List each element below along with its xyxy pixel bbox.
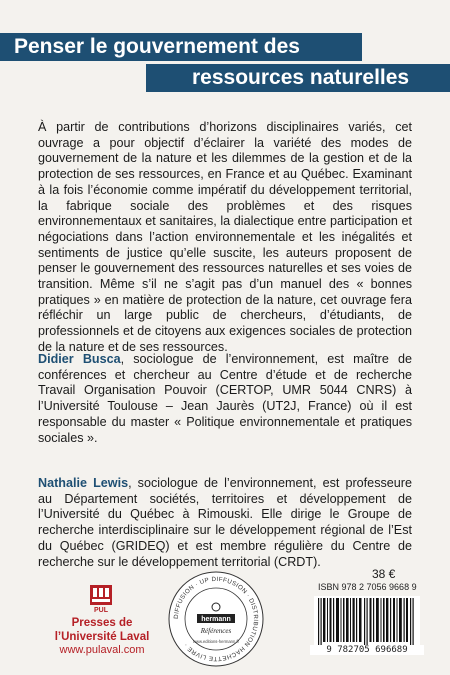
publisher-url[interactable]: www.pulaval.com — [59, 644, 145, 656]
book-title-line-2: ressources naturelles — [146, 64, 450, 92]
isbn: ISBN 978 2 7056 9668 9 — [318, 582, 417, 592]
book-title-line-1: Penser le gouvernement des — [0, 33, 362, 61]
barcode-icon — [314, 596, 420, 646]
author-bio-text-1: , sociologue de l’environnement, est maître de conférences et chercheur au Centre d’étude et de recherche Travail Organisation Pouvoir (CERTOP, UMR 5044 CNRS) à l’Université Toulouse – Jean Jaurès (UT2J, France) où il est responsable du master « Politique environnementale et pratiques sociales ». — [38, 352, 412, 445]
author-name-1: Didier Busca — [38, 352, 121, 366]
publisher-name-line-2: l’Université Laval — [54, 631, 150, 643]
publisher-name-line-1: Presses de — [71, 617, 133, 629]
pul-logo-icon — [90, 585, 112, 613]
barcode-digits: 9 782705 696689 — [310, 645, 424, 655]
seal-brand: hermann — [201, 616, 231, 623]
author-bio-text-2: , sociologue de l’environnement, est professeure au Département sociétés, territoires et développement de l’Université du Québec à Rimouski. Elle dirige le Groupe de recherche interdisciplinaire sur le développement régional de l’Est du Québec (GRIDEQ) et est membre régulière du Centre de recherche sur le développement territorial (CRDT). — [38, 476, 412, 569]
intro-paragraph: À partir de contributions d’horizons disciplinaires variés, cet ouvrage a pour objectif d’éclairer la variété des modes de gouvernement de la nature et les dilemmes de la gestion et de la protection de ses ressources, en France et au Québec. Examinant à la fois l’économie comme impératif du développement territorial, la fabrique sociale des problèmes et des risques environnementaux et sanitaires, la dialectique entre participation et négociations dans l’action environnementale et les inégalités et sentiments de justice qu’elle suscite, les auteurs proposent de penser le gouvernement des ressources naturelles et ses voies de transition. Même s’il ne s’agit pas d’un manuel des « bonnes pratiques » en matière de protection de la nature, cet ouvrage fera réfléchir un large public de chercheurs, d’étudiants, de professionnels et de citoyens aux exigences sociales de protection de la nature et de ses ressources. — [38, 120, 412, 354]
seal-label: Références — [200, 627, 232, 635]
seal-url: www.editions-hermann.fr — [192, 639, 240, 644]
pul-logo-text: PUL — [94, 607, 108, 613]
price: 38 € — [372, 567, 396, 581]
author-bio-1 — [38, 352, 412, 446]
seal-ring-text: DIFFUSION · UP DIFFUSION · DISTRIBUTION HACHETTE LIVRE · — [172, 575, 260, 663]
publisher-name — [50, 616, 154, 644]
author-name-2: Nathalie Lewis — [38, 476, 129, 490]
distribution-seal — [167, 570, 265, 668]
author-bio-2 — [38, 476, 412, 570]
